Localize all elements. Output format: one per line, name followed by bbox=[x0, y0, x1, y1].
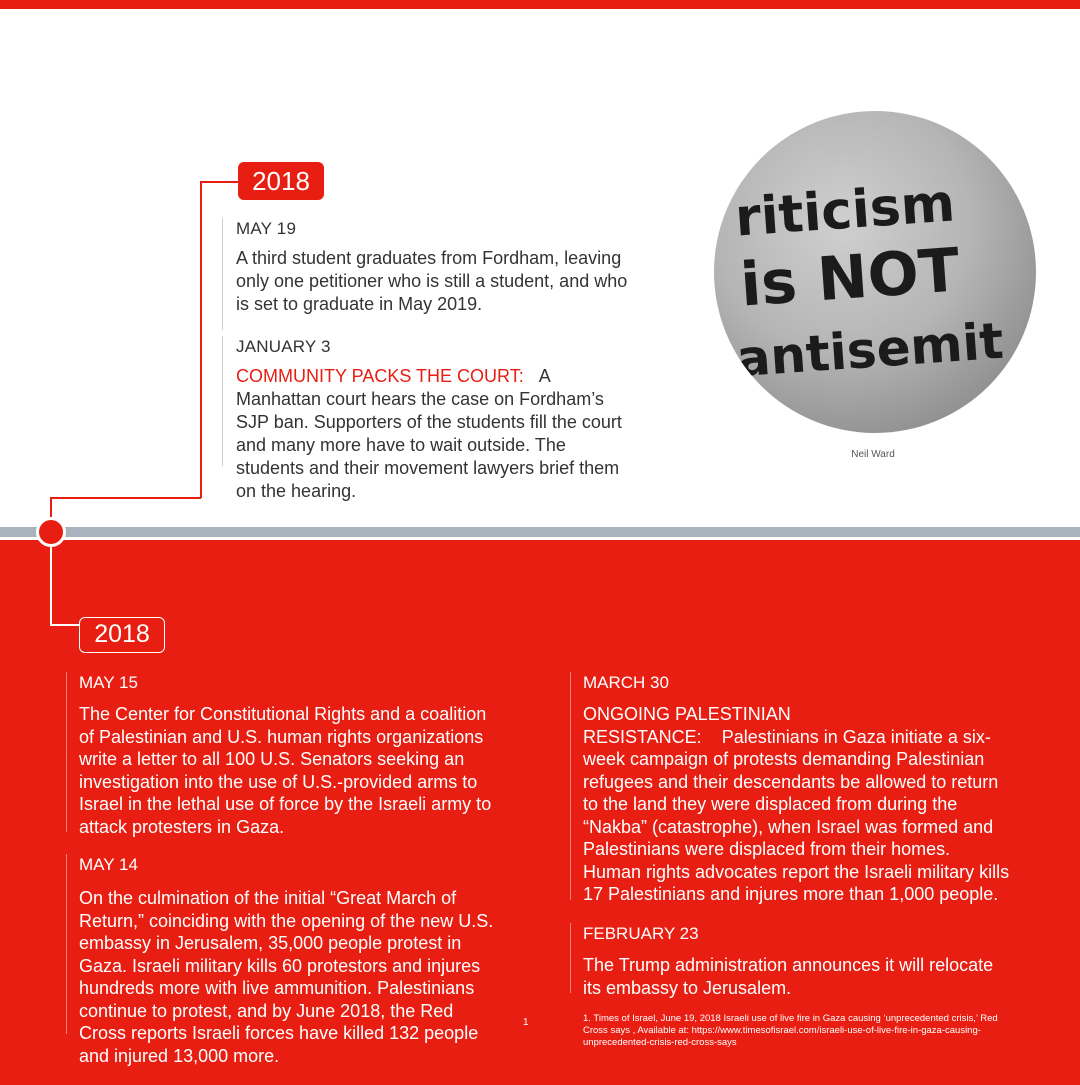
entry-body: A Manhattan court hears the case on Fordham’s SJP ban. Supporters of the students fill the court and many more have to wait outside. The students and their movement lawyers brief them on the hearing. bbox=[236, 366, 622, 501]
top-accent-stripe bbox=[0, 0, 1080, 9]
entry-text: On the culmination of the initial “Great March of Return,” coinciding with the opening of the new U.S. embassy in Jerusalem, 35,000 people protest in Gaza. Israeli military kills 60 protestors and injures hundreds more with live ammunition. Palestinians continue to protest, and by June 2018, the Red Cross reports Israeli forces have killed 132 people and injured 13,000 more. bbox=[79, 888, 494, 1066]
graffiti-text: is NOT bbox=[738, 235, 962, 321]
timeline-connector bbox=[50, 497, 201, 499]
photo-credit: Neil Ward bbox=[851, 449, 895, 460]
entry-body: Palestinians in Gaza initiate a six-week campaign of protests demanding Palestinian refugees and their descendants be allowed to return to the land they were displaced from during the “Nakba” (catastrophe), when Israel was formed and Palestinians were displaced from their homes. Human rights advocates report the Israeli military kills 17 Palestinians and injures more than 1,000 people. bbox=[583, 726, 1010, 904]
entry-date: MARCH 30 bbox=[583, 673, 669, 692]
entry-text bbox=[583, 703, 1013, 906]
timeline-entry bbox=[236, 337, 636, 503]
entry-divider bbox=[570, 923, 571, 993]
footnote-marker: 1 bbox=[523, 1017, 529, 1028]
entry-text: A third student graduates from Fordham, leaving only one petitioner who is still a student, and who is set to graduate in May 2019. bbox=[236, 248, 628, 314]
timeline-connector bbox=[200, 181, 202, 498]
timeline-entry bbox=[236, 219, 636, 316]
graffiti-photo bbox=[714, 111, 1036, 433]
entry-divider bbox=[222, 218, 223, 330]
entry-date: JANUARY 3 bbox=[236, 337, 331, 356]
timeline-entry bbox=[583, 924, 1003, 999]
footnote: 1. Times of Israel, June 19, 2018 Israeli use of live fire in Gaza causing ‘unprecedented crisis,’ Red Cross says , Available at: https://www.timesofisrael.com/israeli-use-of-live-fire-in-gaza-causing-unprecedented-crisis-red-cross-says bbox=[583, 1013, 998, 1048]
timeline-node bbox=[36, 517, 66, 547]
entry-text bbox=[236, 365, 636, 503]
entry-divider bbox=[66, 854, 67, 1034]
entry-divider bbox=[222, 336, 223, 466]
entry-date: MAY 15 bbox=[79, 673, 138, 692]
entry-date: MAY 14 bbox=[79, 855, 138, 874]
timeline-entry bbox=[79, 673, 499, 838]
timeline-connector bbox=[50, 604, 52, 625]
graffiti-text: riticism bbox=[733, 173, 957, 249]
timeline-entry bbox=[79, 855, 505, 1067]
timeline-entry bbox=[583, 673, 1013, 906]
entry-divider bbox=[66, 672, 67, 832]
entry-divider bbox=[570, 672, 571, 900]
year-badge: 2018 bbox=[79, 617, 165, 653]
entry-text: The Center for Constitutional Rights and a coalition of Palestinian and U.S. human rights organizations write a letter to all 100 U.S. Senators seeking an investigation into the use of U.S.-provided arms to Israel in the lethal use of force by the Israeli army to attack protesters in Gaza. bbox=[79, 704, 492, 837]
entry-lead: ONGOING PALESTINIAN RESISTANCE: bbox=[583, 704, 791, 747]
entry-date: MAY 19 bbox=[236, 219, 297, 238]
timeline-connector bbox=[200, 181, 240, 183]
entry-lead: COMMUNITY PACKS THE COURT: bbox=[236, 366, 524, 386]
graffiti-text: antisemit bbox=[734, 311, 1006, 389]
year-badge: 2018 bbox=[238, 162, 324, 200]
section-divider-band bbox=[0, 527, 1080, 537]
entry-text: The Trump administration announces it will relocate its embassy to Jerusalem. bbox=[583, 955, 994, 998]
entry-date: FEBRUARY 23 bbox=[583, 924, 699, 943]
timeline-connector bbox=[50, 624, 80, 626]
